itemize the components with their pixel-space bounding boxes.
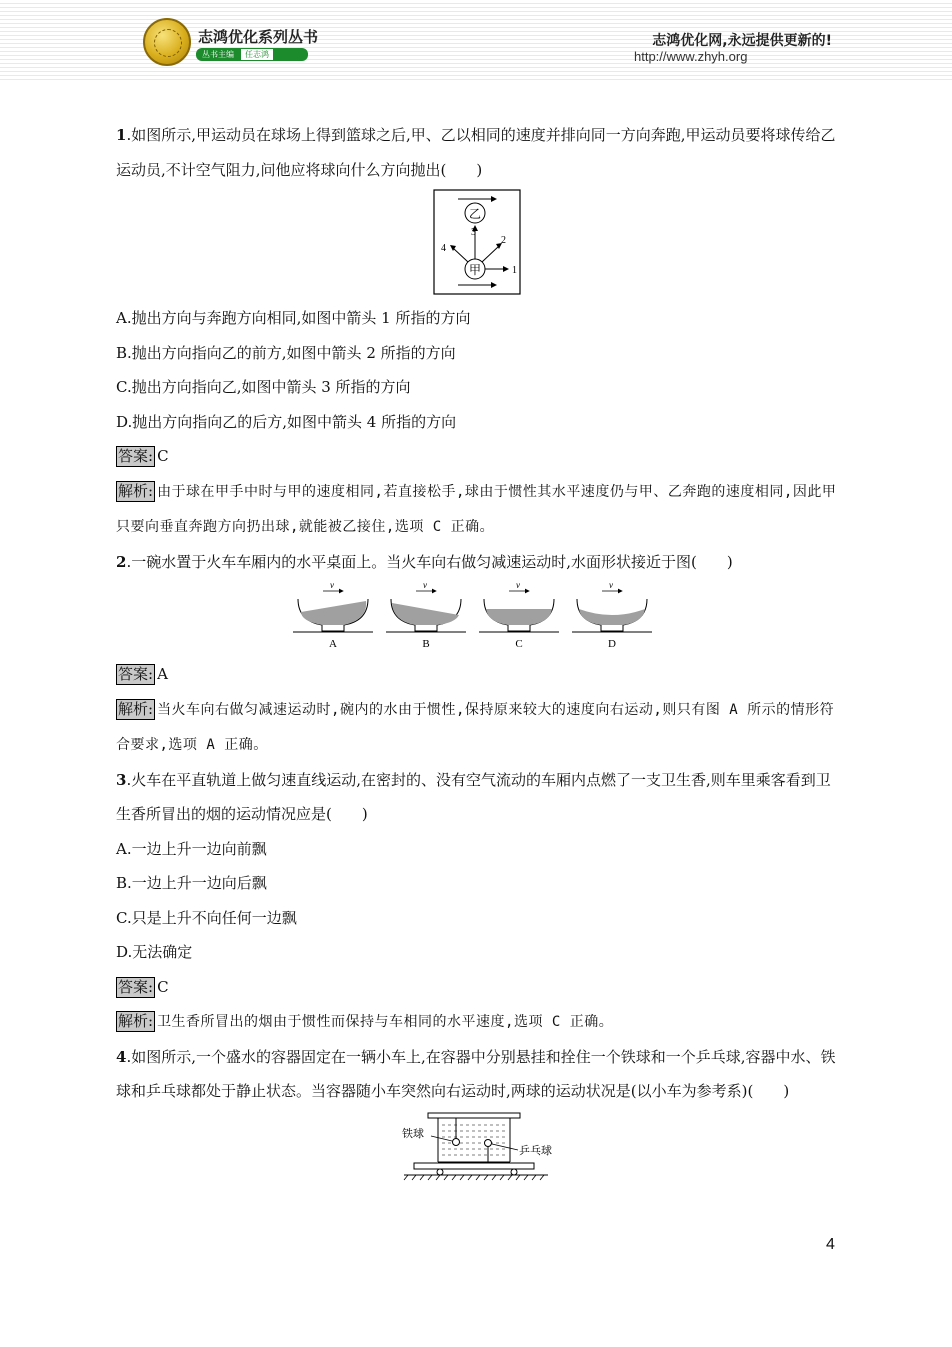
q1-option-c: C.抛出方向指向乙,如图中箭头 3 所指的方向 (116, 378, 411, 396)
bowl-label-d: D (608, 638, 616, 650)
q1-stem (116, 118, 840, 187)
svg-text:v: v (516, 580, 520, 590)
q2-number: 2 (116, 552, 127, 571)
q3-stem (116, 763, 840, 832)
q3-option-c: C.只是上升不向任何一边飘 (116, 908, 297, 927)
q1-analysis-text: 由于球在甲手中时与甲的速度相同,若直接松手,球由于惯性其水平速度仍与甲、乙奔跑的速度相同,因此甲只要向垂直奔跑方向扔出球,就能被乙接住,选项 C 正确。 (116, 483, 837, 535)
bowl-label-a: A (329, 638, 337, 650)
q1-option-a: A.抛出方向与奔跑方向相同,如图中箭头 1 所指的方向 (116, 309, 471, 327)
q1-label-jia: 甲 (468, 263, 482, 277)
q1-label-yi: 乙 (468, 207, 482, 221)
bowl-c (479, 580, 559, 650)
bowl-d (572, 580, 652, 650)
editor-label: 丛书主编 (196, 48, 240, 61)
q1-arrow-label-3: 3 (471, 227, 476, 238)
q3-analysis-text: 卫生香所冒出的烟由于惯性而保持与车相同的水平速度,选项 C 正确。 (157, 1014, 614, 1030)
q2-text: .一碗水置于火车车厢内的水平桌面上。当火车向右做匀减速运动时,水面形状接近于图( ) (126, 552, 733, 571)
q2-answer-value: A (157, 665, 168, 683)
bowl-label-b: B (422, 638, 430, 650)
q1-option-d: D.抛出方向指向乙的后方,如图中箭头 4 所指的方向 (116, 412, 457, 431)
q4-figure (116, 1109, 840, 1191)
q3-number: 3 (116, 770, 127, 789)
question-content (116, 118, 840, 1191)
editor-badge (196, 48, 308, 61)
svg-text:v: v (423, 580, 427, 590)
svg-text:v: v (330, 580, 334, 590)
q1-answer (116, 439, 840, 474)
publisher-logo (143, 18, 191, 66)
q2-analysis-text: 当火车向右做匀减速运动时,碗内的水由于惯性,保持原来较大的速度向右运动,则只有图 A 所示的情形符合要求,选项 A 正确。 (116, 701, 835, 753)
q3-answer-value: C (157, 977, 169, 996)
site-url[interactable]: http://www.zhyh.org (634, 49, 748, 64)
answer-tag: 答案: (118, 447, 154, 465)
page-number: 4 (826, 1236, 835, 1253)
bowl-b (386, 580, 466, 650)
q1-answer-value: C (157, 447, 169, 465)
q4-stem (116, 1040, 840, 1109)
answer-tag: 答案: (118, 665, 154, 683)
q2-diagram (293, 579, 663, 653)
q3-option-d: D.无法确定 (116, 943, 193, 961)
q1-text: .如图所示,甲运动员在球场上得到篮球之后,甲、乙以相同的速度并排向同一方向奔跑,甲运动员要将球传给乙运动员,不计空气阻力,问他应将球向什么方向抛出( ) (116, 126, 836, 179)
q3-answer (116, 970, 840, 1005)
svg-text:v: v (609, 580, 613, 590)
analysis-tag: 解析: (118, 699, 154, 718)
analysis-tag: 解析: (118, 481, 154, 500)
q3-option-a: A.一边上升一边向前飘 (116, 839, 267, 858)
q4-text: .如图所示,一个盛水的容器固定在一辆小车上,在容器中分别悬挂和拴住一个铁球和一个乒乓球,容器中水、铁球和乒乓球都处于静止状态。当容器随小车突然向右运动时,两球的运动状况是(以小车为参考系)( ) (116, 1047, 836, 1100)
analysis-tag: 解析: (118, 1012, 154, 1030)
q2-answer (116, 657, 840, 692)
q4-diagram (398, 1109, 558, 1187)
q1-diagram (433, 189, 523, 297)
q4-ping-pong-label: 乒乓球 (519, 1143, 552, 1157)
q1-number: 1 (116, 126, 127, 144)
q3-text: .火车在平直轨道上做匀速直线运动,在密封的、没有空气流动的车厢内点燃了一支卫生香,则车里乘客看到卫生香所冒出的烟的运动情况应是( ) (116, 770, 831, 823)
site-slogan: 志鸿优化网,永远提供更新的! (652, 33, 832, 49)
q4-number: 4 (116, 1047, 127, 1066)
q2-stem (116, 545, 840, 580)
q3-analysis (116, 1004, 840, 1040)
q3-option-b: B.一边上升一边向后飘 (116, 874, 267, 892)
bowl-label-c: C (515, 638, 523, 650)
q1-arrow-label-1: 1 (512, 265, 517, 276)
q1-analysis (116, 474, 840, 545)
q1-arrow-label-4: 4 (441, 243, 446, 254)
editor-name: 任志鸿 (240, 48, 274, 61)
q1-option-b: B.抛出方向指向乙的前方,如图中箭头 2 所指的方向 (116, 343, 456, 362)
q1-arrow-label-2: 2 (501, 235, 506, 246)
q1-figure (116, 189, 840, 301)
series-title: 志鸿优化系列丛书 (198, 28, 319, 46)
q4-iron-ball-label: 铁球 (402, 1126, 424, 1140)
q2-analysis (116, 692, 840, 763)
bowl-a (293, 580, 373, 650)
answer-tag: 答案: (118, 977, 154, 996)
q2-figure (116, 579, 840, 655)
